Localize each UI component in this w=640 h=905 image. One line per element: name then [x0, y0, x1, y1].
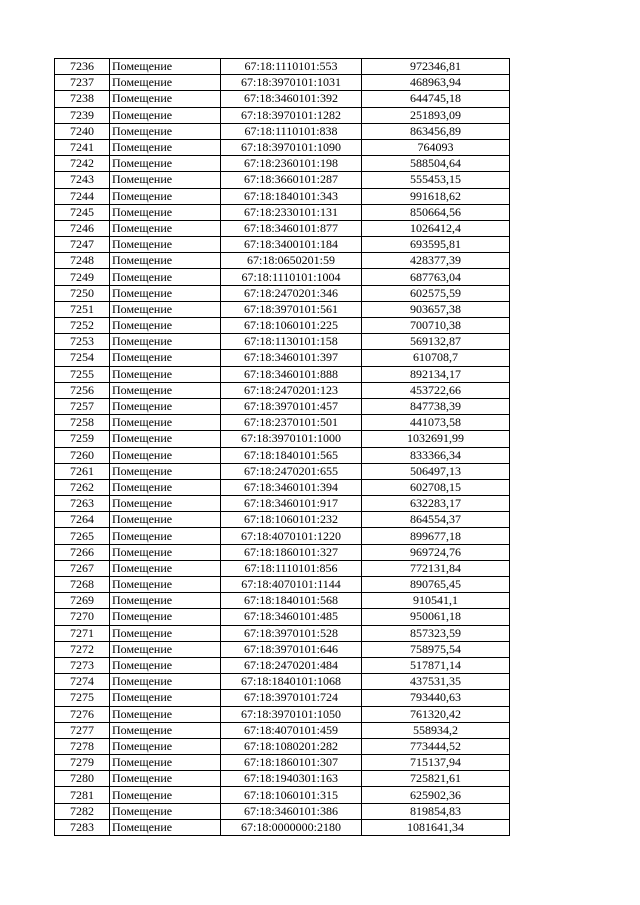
row-number-cell: 7247	[55, 237, 110, 253]
cadastral-value-cell: 864554,37	[362, 512, 510, 528]
row-number-cell: 7255	[55, 366, 110, 382]
row-number-cell: 7261	[55, 463, 110, 479]
object-type-cell: Помещение	[110, 123, 221, 139]
table-row	[55, 787, 510, 803]
row-number-cell: 7281	[55, 787, 110, 803]
table-row	[55, 123, 510, 139]
cadastral-value-cell: 428377,39	[362, 253, 510, 269]
row-number-cell: 7258	[55, 415, 110, 431]
table-row	[55, 237, 510, 253]
table-row	[55, 334, 510, 350]
table-row	[55, 803, 510, 819]
cadastral-value-cell: 969724,76	[362, 544, 510, 560]
cadastral-value-cell: 899677,18	[362, 528, 510, 544]
cadastral-number-cell: 67:18:3970101:724	[221, 690, 362, 706]
table-row	[55, 690, 510, 706]
row-number-cell: 7267	[55, 560, 110, 576]
cadastral-number-cell: 67:18:3460101:397	[221, 350, 362, 366]
table-row	[55, 738, 510, 754]
table-row	[55, 398, 510, 414]
cadastral-value-cell: 687763,04	[362, 269, 510, 285]
cadastral-value-cell: 632283,17	[362, 496, 510, 512]
table-row	[55, 139, 510, 155]
row-number-cell: 7280	[55, 771, 110, 787]
cadastral-value-cell: 517871,14	[362, 657, 510, 673]
object-type-cell: Помещение	[110, 366, 221, 382]
cadastral-number-cell: 67:18:1080201:282	[221, 738, 362, 754]
table-row	[55, 415, 510, 431]
cadastral-number-cell: 67:18:3660101:287	[221, 172, 362, 188]
property-table	[54, 58, 510, 836]
row-number-cell: 7264	[55, 512, 110, 528]
cadastral-number-cell: 67:18:3970101:561	[221, 301, 362, 317]
cadastral-number-cell: 67:18:1840101:565	[221, 447, 362, 463]
row-number-cell: 7238	[55, 91, 110, 107]
row-number-cell: 7277	[55, 722, 110, 738]
cadastral-value-cell: 644745,18	[362, 91, 510, 107]
object-type-cell: Помещение	[110, 771, 221, 787]
table-row	[55, 220, 510, 236]
cadastral-value-cell: 1081641,34	[362, 819, 510, 835]
row-number-cell: 7283	[55, 819, 110, 835]
row-number-cell: 7250	[55, 285, 110, 301]
cadastral-value-cell: 602575,59	[362, 285, 510, 301]
cadastral-value-cell: 602708,15	[362, 479, 510, 495]
cadastral-value-cell: 991618,62	[362, 188, 510, 204]
row-number-cell: 7276	[55, 706, 110, 722]
table-row	[55, 706, 510, 722]
row-number-cell: 7275	[55, 690, 110, 706]
object-type-cell: Помещение	[110, 139, 221, 155]
object-type-cell: Помещение	[110, 496, 221, 512]
table-row	[55, 366, 510, 382]
object-type-cell: Помещение	[110, 188, 221, 204]
table-row	[55, 609, 510, 625]
row-number-cell: 7270	[55, 609, 110, 625]
cadastral-value-cell: 441073,58	[362, 415, 510, 431]
cadastral-number-cell: 67:18:1840101:343	[221, 188, 362, 204]
cadastral-number-cell: 67:18:1060101:315	[221, 787, 362, 803]
cadastral-number-cell: 67:18:4070101:1144	[221, 577, 362, 593]
table-body	[55, 59, 510, 836]
object-type-cell: Помещение	[110, 75, 221, 91]
table-row	[55, 593, 510, 609]
object-type-cell: Помещение	[110, 318, 221, 334]
table-row	[55, 722, 510, 738]
cadastral-value-cell: 625902,36	[362, 787, 510, 803]
row-number-cell: 7260	[55, 447, 110, 463]
cadastral-number-cell: 67:18:3970101:1090	[221, 139, 362, 155]
object-type-cell: Помещение	[110, 479, 221, 495]
row-number-cell: 7279	[55, 755, 110, 771]
table-row	[55, 285, 510, 301]
object-type-cell: Помещение	[110, 593, 221, 609]
object-type-cell: Помещение	[110, 641, 221, 657]
cadastral-number-cell: 67:18:2360101:198	[221, 156, 362, 172]
row-number-cell: 7274	[55, 674, 110, 690]
object-type-cell: Помещение	[110, 107, 221, 123]
cadastral-value-cell: 693595,81	[362, 237, 510, 253]
cadastral-number-cell: 67:18:1840101:1068	[221, 674, 362, 690]
row-number-cell: 7266	[55, 544, 110, 560]
object-type-cell: Помещение	[110, 512, 221, 528]
cadastral-value-cell: 761320,42	[362, 706, 510, 722]
cadastral-number-cell: 67:18:1130101:158	[221, 334, 362, 350]
row-number-cell: 7282	[55, 803, 110, 819]
row-number-cell: 7254	[55, 350, 110, 366]
table-row	[55, 59, 510, 75]
table-row	[55, 156, 510, 172]
row-number-cell: 7239	[55, 107, 110, 123]
object-type-cell: Помещение	[110, 528, 221, 544]
cadastral-value-cell: 725821,61	[362, 771, 510, 787]
cadastral-value-cell: 972346,81	[362, 59, 510, 75]
cadastral-value-cell: 715137,94	[362, 755, 510, 771]
object-type-cell: Помещение	[110, 755, 221, 771]
object-type-cell: Помещение	[110, 560, 221, 576]
cadastral-number-cell: 67:18:0650201:59	[221, 253, 362, 269]
table-row	[55, 107, 510, 123]
cadastral-number-cell: 67:18:4070101:459	[221, 722, 362, 738]
row-number-cell: 7268	[55, 577, 110, 593]
table-row	[55, 674, 510, 690]
cadastral-number-cell: 67:18:1110101:1004	[221, 269, 362, 285]
cadastral-number-cell: 67:18:3970101:457	[221, 398, 362, 414]
table-row	[55, 447, 510, 463]
table-row	[55, 91, 510, 107]
row-number-cell: 7251	[55, 301, 110, 317]
cadastral-value-cell: 506497,13	[362, 463, 510, 479]
cadastral-number-cell: 67:18:3460101:392	[221, 91, 362, 107]
cadastral-number-cell: 67:18:1110101:856	[221, 560, 362, 576]
row-number-cell: 7241	[55, 139, 110, 155]
object-type-cell: Помещение	[110, 577, 221, 593]
cadastral-number-cell: 67:18:1940301:163	[221, 771, 362, 787]
cadastral-number-cell: 67:18:3400101:184	[221, 237, 362, 253]
cadastral-number-cell: 67:18:2470201:123	[221, 382, 362, 398]
cadastral-number-cell: 67:18:1060101:225	[221, 318, 362, 334]
row-number-cell: 7242	[55, 156, 110, 172]
cadastral-value-cell: 569132,87	[362, 334, 510, 350]
cadastral-value-cell: 588504,64	[362, 156, 510, 172]
object-type-cell: Помещение	[110, 382, 221, 398]
cadastral-number-cell: 67:18:2470201:346	[221, 285, 362, 301]
row-number-cell: 7243	[55, 172, 110, 188]
cadastral-value-cell: 772131,84	[362, 560, 510, 576]
cadastral-number-cell: 67:18:3460101:917	[221, 496, 362, 512]
cadastral-value-cell: 850664,56	[362, 204, 510, 220]
cadastral-number-cell: 67:18:1860101:307	[221, 755, 362, 771]
table-row	[55, 512, 510, 528]
cadastral-number-cell: 67:18:2470201:484	[221, 657, 362, 673]
table-row	[55, 318, 510, 334]
cadastral-number-cell: 67:18:1060101:232	[221, 512, 362, 528]
cadastral-value-cell: 819854,83	[362, 803, 510, 819]
table-row	[55, 528, 510, 544]
row-number-cell: 7259	[55, 431, 110, 447]
cadastral-number-cell: 67:18:3970101:1031	[221, 75, 362, 91]
cadastral-value-cell: 910541,1	[362, 593, 510, 609]
cadastral-number-cell: 67:18:0000000:2180	[221, 819, 362, 835]
table-row	[55, 479, 510, 495]
cadastral-value-cell: 892134,17	[362, 366, 510, 382]
object-type-cell: Помещение	[110, 220, 221, 236]
table-row	[55, 431, 510, 447]
cadastral-value-cell: 857323,59	[362, 625, 510, 641]
object-type-cell: Помещение	[110, 819, 221, 835]
row-number-cell: 7246	[55, 220, 110, 236]
row-number-cell: 7245	[55, 204, 110, 220]
object-type-cell: Помещение	[110, 690, 221, 706]
cadastral-value-cell: 773444,52	[362, 738, 510, 754]
cadastral-number-cell: 67:18:4070101:1220	[221, 528, 362, 544]
object-type-cell: Помещение	[110, 657, 221, 673]
object-type-cell: Помещение	[110, 253, 221, 269]
cadastral-value-cell: 793440,63	[362, 690, 510, 706]
cadastral-value-cell: 833366,34	[362, 447, 510, 463]
cadastral-value-cell: 251893,09	[362, 107, 510, 123]
cadastral-value-cell: 903657,38	[362, 301, 510, 317]
row-number-cell: 7265	[55, 528, 110, 544]
object-type-cell: Помещение	[110, 609, 221, 625]
row-number-cell: 7244	[55, 188, 110, 204]
cadastral-number-cell: 67:18:3460101:888	[221, 366, 362, 382]
cadastral-value-cell: 758975,54	[362, 641, 510, 657]
object-type-cell: Помещение	[110, 237, 221, 253]
row-number-cell: 7257	[55, 398, 110, 414]
row-number-cell: 7278	[55, 738, 110, 754]
table-row	[55, 253, 510, 269]
row-number-cell: 7252	[55, 318, 110, 334]
cadastral-number-cell: 67:18:3460101:485	[221, 609, 362, 625]
table-row	[55, 657, 510, 673]
row-number-cell: 7273	[55, 657, 110, 673]
object-type-cell: Помещение	[110, 350, 221, 366]
cadastral-value-cell: 700710,38	[362, 318, 510, 334]
object-type-cell: Помещение	[110, 544, 221, 560]
cadastral-value-cell: 847738,39	[362, 398, 510, 414]
table-row	[55, 755, 510, 771]
row-number-cell: 7249	[55, 269, 110, 285]
table-row	[55, 350, 510, 366]
table-row	[55, 75, 510, 91]
table-row	[55, 819, 510, 835]
cadastral-number-cell: 67:18:3970101:528	[221, 625, 362, 641]
table-row	[55, 577, 510, 593]
row-number-cell: 7271	[55, 625, 110, 641]
object-type-cell: Помещение	[110, 415, 221, 431]
cadastral-number-cell: 67:18:3460101:877	[221, 220, 362, 236]
cadastral-number-cell: 67:18:1110101:838	[221, 123, 362, 139]
object-type-cell: Помещение	[110, 398, 221, 414]
table-row	[55, 188, 510, 204]
cadastral-number-cell: 67:18:2370101:501	[221, 415, 362, 431]
cadastral-number-cell: 67:18:3460101:386	[221, 803, 362, 819]
cadastral-value-cell: 555453,15	[362, 172, 510, 188]
cadastral-value-cell: 863456,89	[362, 123, 510, 139]
object-type-cell: Помещение	[110, 431, 221, 447]
row-number-cell: 7236	[55, 59, 110, 75]
cadastral-number-cell: 67:18:1840101:568	[221, 593, 362, 609]
cadastral-value-cell: 950061,18	[362, 609, 510, 625]
table-row	[55, 463, 510, 479]
row-number-cell: 7253	[55, 334, 110, 350]
cadastral-value-cell: 610708,7	[362, 350, 510, 366]
table-row	[55, 544, 510, 560]
cadastral-value-cell: 453722,66	[362, 382, 510, 398]
table-row	[55, 560, 510, 576]
table-row	[55, 625, 510, 641]
cadastral-number-cell: 67:18:3970101:1282	[221, 107, 362, 123]
cadastral-value-cell: 558934,2	[362, 722, 510, 738]
object-type-cell: Помещение	[110, 334, 221, 350]
row-number-cell: 7263	[55, 496, 110, 512]
cadastral-value-cell: 437531,35	[362, 674, 510, 690]
cadastral-value-cell: 890765,45	[362, 577, 510, 593]
cadastral-number-cell: 67:18:2330101:131	[221, 204, 362, 220]
cadastral-value-cell: 468963,94	[362, 75, 510, 91]
object-type-cell: Помещение	[110, 447, 221, 463]
cadastral-number-cell: 67:18:3460101:394	[221, 479, 362, 495]
cadastral-number-cell: 67:18:2470201:655	[221, 463, 362, 479]
object-type-cell: Помещение	[110, 59, 221, 75]
object-type-cell: Помещение	[110, 803, 221, 819]
cadastral-number-cell: 67:18:3970101:1050	[221, 706, 362, 722]
object-type-cell: Помещение	[110, 204, 221, 220]
row-number-cell: 7248	[55, 253, 110, 269]
object-type-cell: Помещение	[110, 722, 221, 738]
object-type-cell: Помещение	[110, 269, 221, 285]
table-row	[55, 382, 510, 398]
object-type-cell: Помещение	[110, 91, 221, 107]
cadastral-number-cell: 67:18:3970101:646	[221, 641, 362, 657]
table-row	[55, 269, 510, 285]
object-type-cell: Помещение	[110, 738, 221, 754]
cadastral-number-cell: 67:18:3970101:1000	[221, 431, 362, 447]
object-type-cell: Помещение	[110, 787, 221, 803]
object-type-cell: Помещение	[110, 301, 221, 317]
cadastral-value-cell: 1032691,99	[362, 431, 510, 447]
object-type-cell: Помещение	[110, 172, 221, 188]
table-row	[55, 641, 510, 657]
object-type-cell: Помещение	[110, 463, 221, 479]
row-number-cell: 7269	[55, 593, 110, 609]
row-number-cell: 7272	[55, 641, 110, 657]
table-row	[55, 204, 510, 220]
object-type-cell: Помещение	[110, 285, 221, 301]
table-row	[55, 301, 510, 317]
cadastral-number-cell: 67:18:1110101:553	[221, 59, 362, 75]
cadastral-number-cell: 67:18:1860101:327	[221, 544, 362, 560]
row-number-cell: 7240	[55, 123, 110, 139]
object-type-cell: Помещение	[110, 625, 221, 641]
cadastral-value-cell: 764093	[362, 139, 510, 155]
row-number-cell: 7237	[55, 75, 110, 91]
object-type-cell: Помещение	[110, 674, 221, 690]
row-number-cell: 7256	[55, 382, 110, 398]
cadastral-value-cell: 1026412,4	[362, 220, 510, 236]
table-row	[55, 496, 510, 512]
table-row	[55, 771, 510, 787]
table-row	[55, 172, 510, 188]
object-type-cell: Помещение	[110, 156, 221, 172]
object-type-cell: Помещение	[110, 706, 221, 722]
row-number-cell: 7262	[55, 479, 110, 495]
